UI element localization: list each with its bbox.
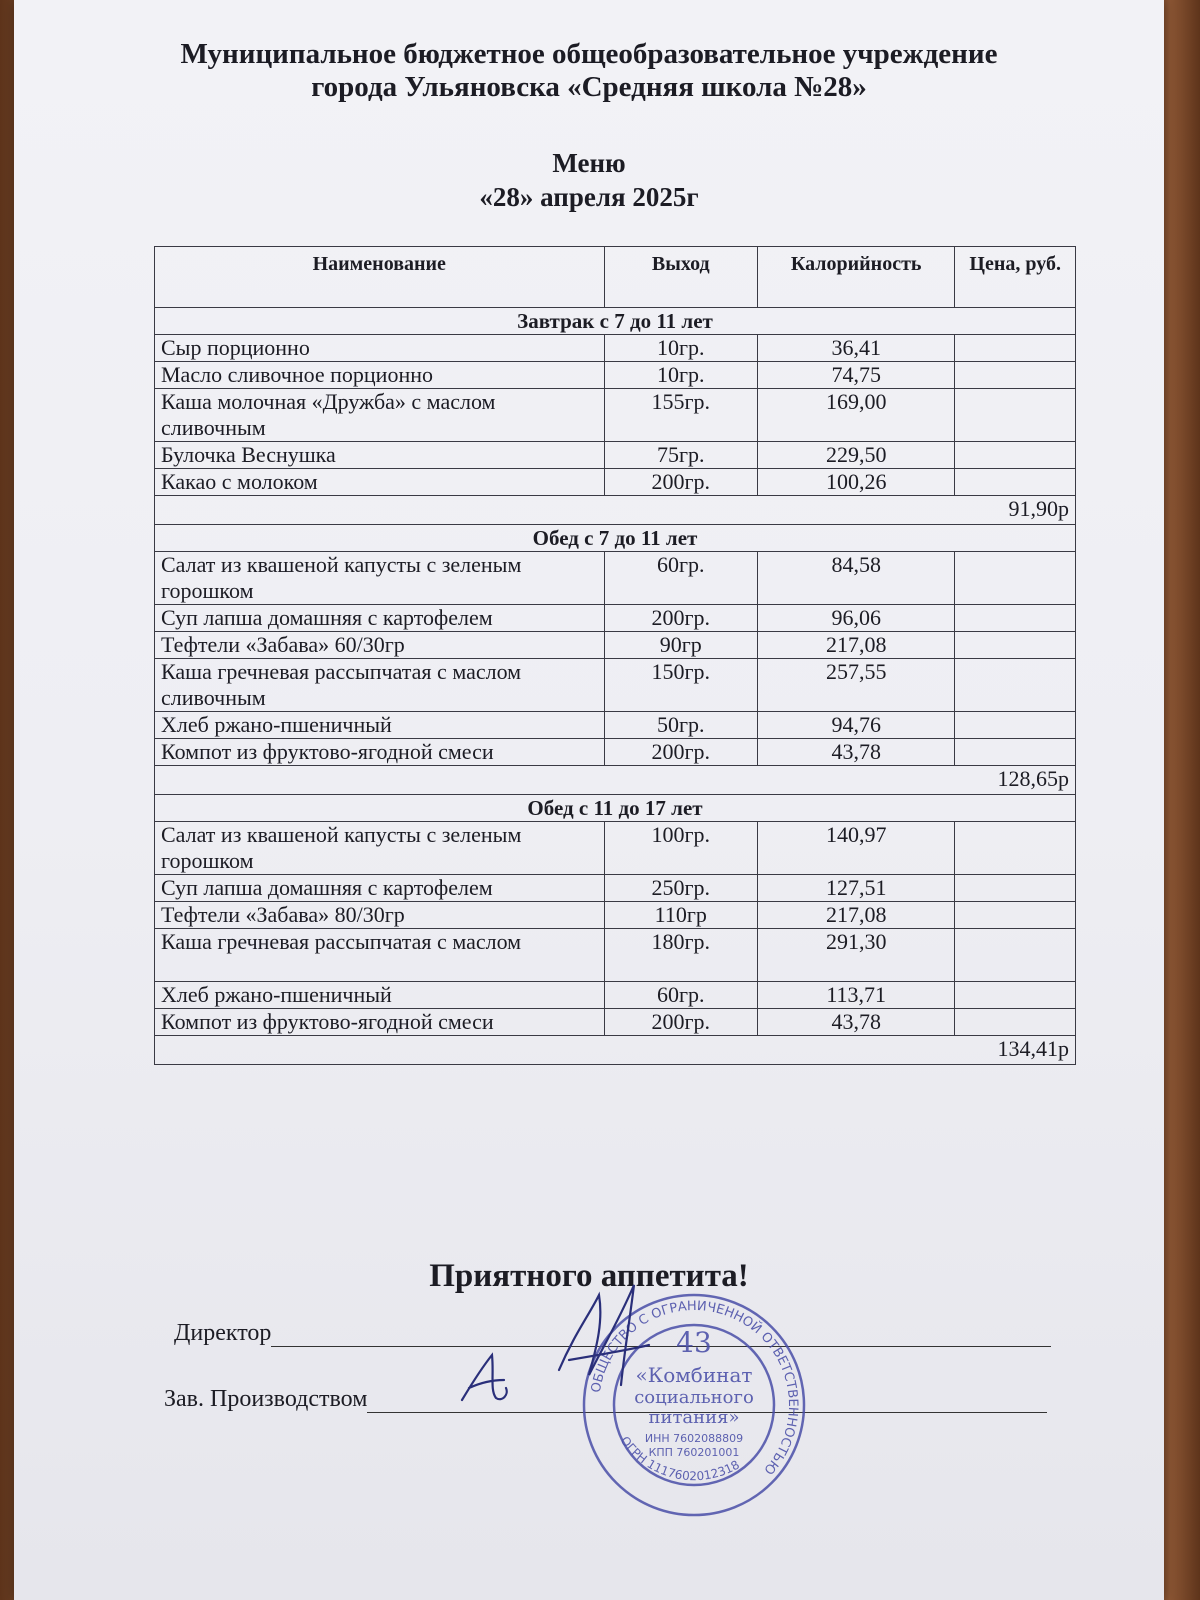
dish-calories: 113,71 (758, 982, 955, 1009)
menu-date: «28» апреля 2025г (479, 182, 699, 212)
dish-name: Тефтели «Забава» 80/30гр (155, 902, 605, 929)
section-header-row (155, 308, 1076, 335)
dish-calories: 217,08 (758, 632, 955, 659)
dish-output: 155гр. (604, 389, 757, 442)
table-row (155, 362, 1076, 389)
dish-price (955, 362, 1076, 389)
stamp-inn: ИНН 7602088809 (644, 1432, 744, 1445)
dish-name: Суп лапша домашняя с картофелем (155, 875, 605, 902)
dish-price (955, 822, 1076, 875)
dish-calories: 43,78 (758, 1009, 955, 1036)
dish-output: 10гр. (604, 362, 757, 389)
table-row (155, 335, 1076, 362)
column-header-price: Цена, руб. (955, 247, 1076, 308)
stamp-number: 43 (676, 1326, 712, 1359)
section-title: Завтрак с 7 до 11 лет (155, 308, 1076, 335)
dish-name: Каша молочная «Дружба» с маслом сливочным (155, 389, 605, 442)
table-row (155, 739, 1076, 766)
org-line-2: города Ульяновска «Средняя школа №28» (311, 71, 867, 103)
dish-name: Сыр порционно (155, 335, 605, 362)
dish-calories: 257,55 (758, 659, 955, 712)
table-header-row (155, 247, 1076, 308)
stamp-name-line-2: социального (634, 1387, 754, 1408)
dish-price (955, 712, 1076, 739)
section-total: 128,65р (155, 766, 1076, 795)
stamp-ogrn: ОГРН 1117602012318 (617, 1433, 742, 1484)
director-signature (549, 1275, 659, 1405)
dish-output: 180гр. (604, 929, 757, 982)
table-row (155, 605, 1076, 632)
dish-output: 200гр. (604, 1009, 757, 1036)
table-row (155, 822, 1076, 875)
dish-output: 200гр. (604, 469, 757, 496)
menu-table (154, 246, 1076, 1065)
dish-name: Салат из квашеной капусты с зеленым горошком (155, 822, 605, 875)
dish-name: Салат из квашеной капусты с зеленым горошком (155, 552, 605, 605)
chief-signature (454, 1350, 514, 1410)
dish-output: 150гр. (604, 659, 757, 712)
dish-price (955, 1009, 1076, 1036)
dish-calories: 217,08 (758, 902, 955, 929)
section-header-row (155, 795, 1076, 822)
section-total: 134,41р (155, 1036, 1076, 1065)
stamp-kpp: КПП 760201001 (648, 1446, 740, 1459)
stamp-ring-text: ОБЩЕСТВО С ОГРАНИЧЕННОЙ ОТВЕТСТВЕННОСТЬЮ (588, 1298, 801, 1478)
section-total-row (155, 1036, 1076, 1065)
dish-name: Хлеб ржано-пшеничный (155, 712, 605, 739)
menu-title: Меню (552, 148, 626, 178)
section-total: 91,90р (155, 496, 1076, 525)
table-row (155, 875, 1076, 902)
dish-calories: 100,26 (758, 469, 955, 496)
dish-calories: 291,30 (758, 929, 955, 982)
dish-name: Масло сливочное порционно (155, 362, 605, 389)
table-row (155, 982, 1076, 1009)
paper-sheet (14, 0, 1164, 1600)
dish-output: 200гр. (604, 605, 757, 632)
dish-name: Тефтели «Забава» 60/30гр (155, 632, 605, 659)
table-row (155, 712, 1076, 739)
dish-price (955, 982, 1076, 1009)
table-row (155, 552, 1076, 605)
column-header-name: Наименование (155, 247, 605, 308)
dish-output: 50гр. (604, 712, 757, 739)
org-line-1: Муниципальное бюджетное общеобразовательное учреждение (180, 38, 998, 70)
dish-price (955, 335, 1076, 362)
organization-name (14, 38, 1164, 104)
dish-price (955, 552, 1076, 605)
dish-name: Компот из фруктово-ягодной смеси (155, 739, 605, 766)
dish-name: Булочка Веснушка (155, 442, 605, 469)
dish-output: 60гр. (604, 552, 757, 605)
dish-output: 200гр. (604, 739, 757, 766)
section-total-row (155, 496, 1076, 525)
dish-output: 60гр. (604, 982, 757, 1009)
dish-price (955, 605, 1076, 632)
table-row (155, 929, 1076, 982)
section-title: Обед с 11 до 17 лет (155, 795, 1076, 822)
dish-name: Каша гречневая рассыпчатая с маслом сливочным (155, 659, 605, 712)
dish-price (955, 875, 1076, 902)
dish-price (955, 442, 1076, 469)
dish-name: Какао с молоком (155, 469, 605, 496)
dish-calories: 96,06 (758, 605, 955, 632)
dish-price (955, 902, 1076, 929)
dish-name: Хлеб ржано-пшеничный (155, 982, 605, 1009)
dish-price (955, 659, 1076, 712)
dish-price (955, 632, 1076, 659)
table-row (155, 1009, 1076, 1036)
section-total-row (155, 766, 1076, 795)
menu-table-body (155, 308, 1076, 1065)
table-row (155, 389, 1076, 442)
director-label: Директор (174, 1320, 272, 1346)
column-header-calories: Калорийность (758, 247, 955, 308)
dish-calories: 84,58 (758, 552, 955, 605)
dish-output: 75гр. (604, 442, 757, 469)
dish-calories: 140,97 (758, 822, 955, 875)
table-row (155, 469, 1076, 496)
dish-name: Компот из фруктово-ягодной смеси (155, 1009, 605, 1036)
dish-price (955, 739, 1076, 766)
stamp-name-line-3: питания» (648, 1407, 740, 1428)
dish-output: 250гр. (604, 875, 757, 902)
dish-output: 10гр. (604, 335, 757, 362)
table-row (155, 632, 1076, 659)
chief-label: Зав. Производством (164, 1386, 368, 1412)
dish-calories: 74,75 (758, 362, 955, 389)
column-header-output: Выход (604, 247, 757, 308)
stamp-name-line-1: «Комбинат (635, 1363, 753, 1387)
dish-price (955, 469, 1076, 496)
appetite-wish: Приятного аппетита! (429, 1258, 749, 1294)
dish-calories: 169,00 (758, 389, 955, 442)
dish-price (955, 389, 1076, 442)
dish-name: Каша гречневая рассыпчатая с маслом (155, 929, 605, 982)
dish-name: Суп лапша домашняя с картофелем (155, 605, 605, 632)
dish-calories: 94,76 (758, 712, 955, 739)
dish-calories: 43,78 (758, 739, 955, 766)
table-row (155, 442, 1076, 469)
section-header-row (155, 525, 1076, 552)
table-row (155, 659, 1076, 712)
dish-calories: 229,50 (758, 442, 955, 469)
dish-output: 110гр (604, 902, 757, 929)
section-title: Обед с 7 до 11 лет (155, 525, 1076, 552)
dish-output: 100гр. (604, 822, 757, 875)
table-row (155, 902, 1076, 929)
dish-calories: 36,41 (758, 335, 955, 362)
dish-price (955, 929, 1076, 982)
dish-output: 90гр (604, 632, 757, 659)
dish-calories: 127,51 (758, 875, 955, 902)
